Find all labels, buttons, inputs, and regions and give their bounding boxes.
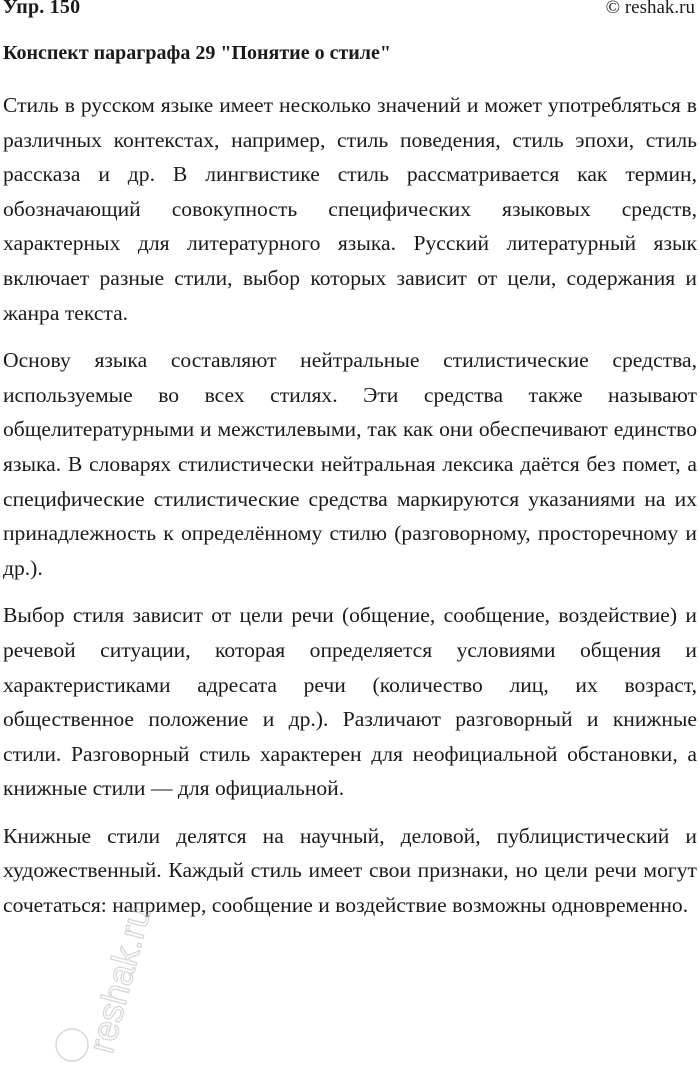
document-title: Конспект параграфа 29 "Понятие о стиле" (3, 42, 391, 64)
paragraph-2: Основу языка составляют нейтральные стилистические средства, используемые во всех стилях. Эти средства также называют общелитературными и межстилевыми, так как они обеспечивают единство языка. В словарях стилистически нейтральная лексика даётся без помет, а специфические стилистические средства маркируются указаниями на их принадлежность к определённому стилю (разговорному, просторечному и др.). (3, 348, 697, 580)
exercise-number: Упр. 150 (3, 0, 81, 18)
paragraph-1: Стиль в русском языке имеет несколько значений и может употребляться в различных контекстах, например, стиль поведения, стиль эпохи, стиль рассказа и др. В лингвистике стиль рассматривается как термин, обозначающий совокупность специфических языковых средств, характерных для литературного языка. Русский литературный язык включает разные стили, выбор которых зависит от цели, содержания и жанра текста. (3, 93, 697, 325)
paragraph-3: Выбор стиля зависит от цели речи (общение, сообщение, воздействие) и речевой ситуации, которая определяется условиями общения и характеристиками адресата речи (количество лиц, их возраст, общественное положение и др.). Различают разговорный и книжные стили. Разговорный стиль характерен для неофициальной обстановки, а книжные стили — для официальной. (3, 603, 697, 801)
paragraph-4: Книжные стили делятся на научный, деловой, публицистический и художественный. Каждый стиль имеет свои признаки, но цели речи могут сочетаться: например, сообщение и воздействие возможны одновременно. (3, 823, 697, 918)
page-header (3, 0, 697, 26)
source-credit: © reshak.ru (605, 0, 695, 18)
watermark-text: reshak.ru (80, 901, 159, 1058)
